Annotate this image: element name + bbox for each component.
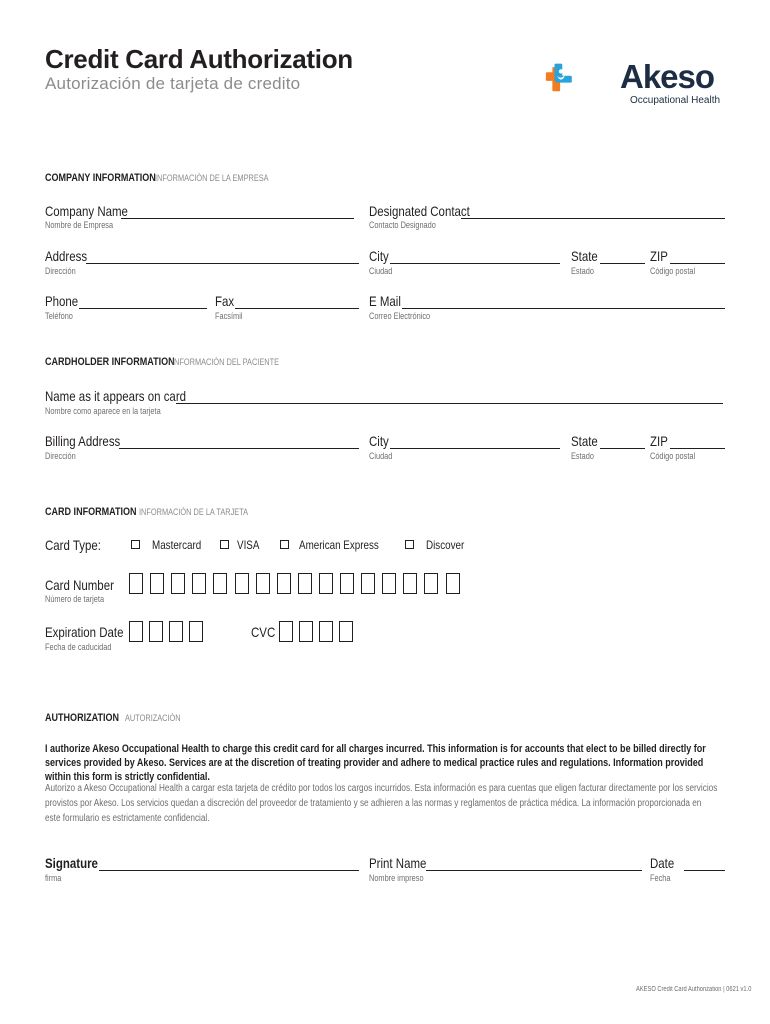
authorization-text-es: Autorizo a Akeso Occupational Health a cargar esta tarjeta de crédito por todos los cargos incurridos. Esta información es para cuentas que eligen facturar directamente por los servicios provistos por Akeso. Los servicios quedan a discreción del proveedor de tratamiento y se adhieren a las normas y reglamentos de práctica médica. La información proporcionada en este formulario es estrictamente confidencial. (45, 783, 718, 824)
billing-address-field[interactable] (119, 448, 359, 449)
print-name-field[interactable] (426, 870, 642, 871)
billing-city-sub: Ciudad (369, 451, 393, 461)
card-number-digit-box[interactable] (277, 573, 291, 594)
billing-zip-label: ZIP (650, 433, 668, 449)
state-label: State (571, 248, 598, 264)
authorization-text-en: I authorize Akeso Occupational Health to charge this credit card for all charges incurred. This information is for accounts that elect to be billed directly for services provided by Akeso. Services are at the discretion of treating provider and adhere to medical practice rules and regulations. Information provided within this form is strictly confidential. (45, 743, 706, 783)
section-cardholder: CARDHOLDER INFORMATION (45, 356, 175, 368)
address-label: Address (45, 248, 88, 264)
state-sub: Estado (571, 266, 594, 276)
amex-label: American Express (299, 538, 379, 552)
billing-state-sub: Estado (571, 451, 594, 461)
card-number-digit-box[interactable] (382, 573, 396, 594)
card-number-digit-box[interactable] (403, 573, 417, 594)
expiration-label: Expiration Date (45, 624, 124, 640)
card-number-digit-box[interactable] (192, 573, 206, 594)
section-cardholder-sub: INFORMACIÓN DEL PACIENTE (172, 357, 280, 367)
card-number-digit-box[interactable] (298, 573, 312, 594)
page-subtitle: Autorización de tarjeta de credito (45, 74, 301, 93)
print-name-label: Print Name (369, 855, 427, 871)
expiration-digit-box[interactable] (189, 621, 203, 642)
city-sub: Ciudad (369, 266, 393, 276)
cardholder-name-label: Name as it appears on card (45, 388, 187, 404)
section-card-sub: INFORMACIÓN DE LA TARJETA (139, 507, 249, 517)
expiration-digit-box[interactable] (129, 621, 143, 642)
cardholder-name-sub: Nombre como aparece en la tarjeta (45, 406, 161, 416)
print-name-sub: Nombre impreso (369, 873, 424, 883)
billing-state-field[interactable] (600, 448, 645, 449)
logo-tagline: Occupational Health (630, 95, 721, 106)
section-company-sub: INFORMACIÓN DE LA EMPRESA (155, 173, 269, 183)
billing-state-label: State (571, 433, 598, 449)
discover-checkbox[interactable] (405, 540, 414, 549)
billing-city-field[interactable] (390, 448, 560, 449)
card-number-digit-box[interactable] (213, 573, 227, 594)
email-field[interactable] (402, 308, 725, 309)
cvc-digit-box[interactable] (279, 621, 293, 642)
section-authorization-sub: AUTORIZACIÓN (125, 713, 181, 723)
card-number-digit-box[interactable] (171, 573, 185, 594)
card-number-digit-box[interactable] (361, 573, 375, 594)
date-label: Date (650, 855, 675, 871)
cvc-label: CVC (251, 624, 276, 640)
card-number-digit-box[interactable] (340, 573, 354, 594)
expiration-digit-box[interactable] (149, 621, 163, 642)
expiration-sub: Fecha de caducidad (45, 642, 112, 652)
card-number-label: Card Number (45, 577, 114, 593)
date-sub: Fecha (650, 873, 671, 883)
akeso-logo-icon (545, 44, 625, 110)
state-field[interactable] (600, 263, 645, 264)
phone-field[interactable] (79, 308, 207, 309)
company-name-field[interactable] (121, 218, 354, 219)
fax-label: Fax (215, 293, 235, 309)
cvc-digit-box[interactable] (339, 621, 353, 642)
billing-zip-sub: Código postal (650, 451, 696, 461)
email-label: E Mail (369, 293, 401, 309)
card-number-digit-box[interactable] (150, 573, 164, 594)
fax-sub: Facsímil (215, 311, 243, 321)
amex-checkbox[interactable] (280, 540, 289, 549)
signature-field[interactable] (99, 870, 359, 871)
billing-address-label: Billing Address (45, 433, 121, 449)
company-name-sub: Nombre de Empresa (45, 220, 114, 230)
address-sub: Dirección (45, 266, 76, 276)
zip-field[interactable] (670, 263, 725, 264)
mastercard-checkbox[interactable] (131, 540, 140, 549)
phone-label: Phone (45, 293, 79, 309)
billing-zip-field[interactable] (670, 448, 725, 449)
logo-name: Akeso (620, 58, 715, 95)
card-number-digit-box[interactable] (129, 573, 143, 594)
signature-sub: firma (45, 873, 62, 883)
section-company: COMPANY INFORMATION (45, 172, 156, 184)
footer-text: AKESO Credit Card Authorization | 0621 v1.0 (636, 986, 752, 993)
card-number-digit-box[interactable] (235, 573, 249, 594)
phone-sub: Teléfono (45, 311, 73, 321)
card-number-digit-box[interactable] (446, 573, 460, 594)
designated-contact-sub: Contacto Designado (369, 220, 436, 230)
discover-label: Discover (426, 538, 465, 552)
card-number-digit-box[interactable] (319, 573, 333, 594)
visa-label: VISA (237, 538, 260, 552)
card-type-label: Card Type: (45, 537, 101, 553)
date-field[interactable] (684, 870, 725, 871)
fax-field[interactable] (235, 308, 359, 309)
card-number-sub: Número de tarjeta (45, 594, 105, 604)
cvc-digit-box[interactable] (319, 621, 333, 642)
city-label: City (369, 248, 389, 264)
cvc-digit-box[interactable] (299, 621, 313, 642)
section-card: CARD INFORMATION (45, 506, 137, 518)
visa-checkbox[interactable] (220, 540, 229, 549)
card-number-digit-box[interactable] (256, 573, 270, 594)
address-field[interactable] (86, 263, 359, 264)
cardholder-name-field[interactable] (176, 403, 723, 404)
page-title: Credit Card Authorization (45, 44, 353, 74)
billing-address-sub: Dirección (45, 451, 76, 461)
designated-contact-label: Designated Contact (369, 203, 470, 219)
card-number-digit-box[interactable] (424, 573, 438, 594)
city-field[interactable] (390, 263, 560, 264)
billing-city-label: City (369, 433, 389, 449)
email-sub: Correo Electrónico (369, 311, 431, 321)
mastercard-label: Mastercard (152, 538, 202, 552)
company-name-label: Company Name (45, 203, 128, 219)
expiration-digit-box[interactable] (169, 621, 183, 642)
section-authorization: AUTHORIZATION (45, 712, 119, 724)
zip-sub: Código postal (650, 266, 696, 276)
designated-contact-field[interactable] (461, 218, 725, 219)
signature-label: Signature (45, 855, 98, 871)
zip-label: ZIP (650, 248, 668, 264)
